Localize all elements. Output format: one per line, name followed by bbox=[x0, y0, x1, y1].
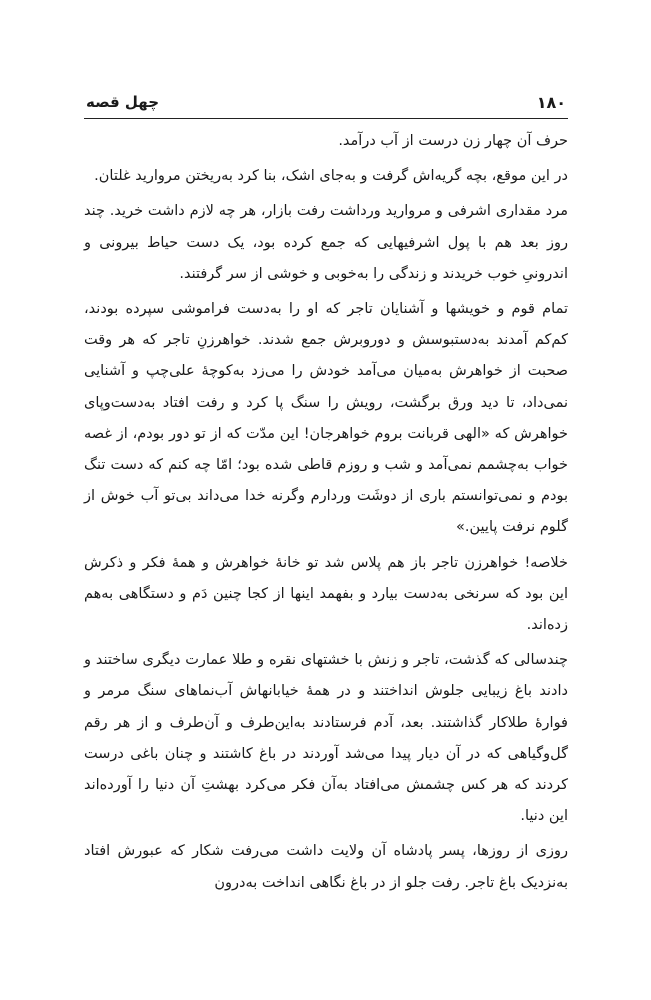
running-title: چهل قصه bbox=[86, 93, 160, 111]
paragraph: تمام قوم و خویشها و آشنایان تاجر که او را به‌دست فراموشی سپرده بودند، کم‌کم آمدند به‌دستبوسش و دوروبرش جمع شدند. خواهرزنِ تاجر که هر وقت صحبت از خواهرش به‌میان می‌آمد خودش را می‌زد به‌کوچهٔ علی‌چپ و آشنایی نمی‌داد، تا دید ورق برگشت، رویش را سنگ پا کرد و رفت افتاد به‌دست‌وپای خواهرش که «الهی قربانت بروم خواهرجان! این مدّت که از تو دور بودم، از غصه خواب به‌چشمم نمی‌آمد و شب و روزم قاطی شده بود؛ امّا چه کنم که دست تنگ بودم و نمی‌توانستم باری از دوشَت وردارم وگرنه خدا می‌داند بی‌تو آب خوش از گلوم نرفت پایین.» bbox=[84, 301, 568, 536]
paragraph: خلاصه! خواهرزن تاجر باز هم پلاس شد تو خانهٔ خواهرش و همهٔ فکر و ذکرش این بود که سرنخی به‌دست بیارد و بفهمد اینها از کجا چنین دَم و دستگاهی به‌هم زده‌اند. bbox=[84, 554, 568, 634]
paragraph: مرد مقداری اشرفی و مروارید ورداشت رفت بازار، هر چه لازم داشت خرید. چند روز بعد هم با پول اشرفیهایی که جمع کرده بود، یک دست حیاط بیرونی و اندرونیِ خوب خریدند و زندگی را به‌خوبی و خوشی از سر گرفتند. bbox=[84, 203, 568, 282]
page-number: ۱۸۰ bbox=[536, 93, 566, 112]
paragraph: در این موقع، بچه گریه‌اش گرفت و به‌جای اشک، بنا کرد به‌ریختن مروارید غلتان. bbox=[94, 168, 568, 185]
page-header bbox=[84, 93, 568, 117]
paragraph: روزی از روزها، پسر پادشاه آن ولایت داشت می‌رفت شکار که عبورش افتاد به‌نزدیک باغ تاجر. رفت جلو از در باغ نگاهی انداخت به‌درون bbox=[84, 843, 568, 891]
paragraph: چندسالی که گذشت، تاجر و زنش با خشتهای نقره و طلا عمارت دیگری ساختند و دادند باغ زیبایی جلوش انداختند و در همهٔ خیابانهاش آب‌نماهای سنگ مرمر و فوارهٔ طلاکار گذاشتند. بعد، آدم فرستادند به‌این‌طرف و آن‌طرف و از هر رقم گل‌وگیاهی که در آن دیار پیدا می‌شد آوردند در باغ کاشتند و چنان باغی درست کردند که هر کس چشمش می‌افتاد به‌آن فکر می‌کرد بهشتِ آن دنیا را آورده‌اند این دنیا. bbox=[84, 652, 568, 825]
body-text bbox=[84, 126, 568, 903]
paragraph: حرف آن چهار زن درست از آب درآمد. bbox=[338, 133, 568, 149]
header-rule bbox=[84, 118, 568, 119]
